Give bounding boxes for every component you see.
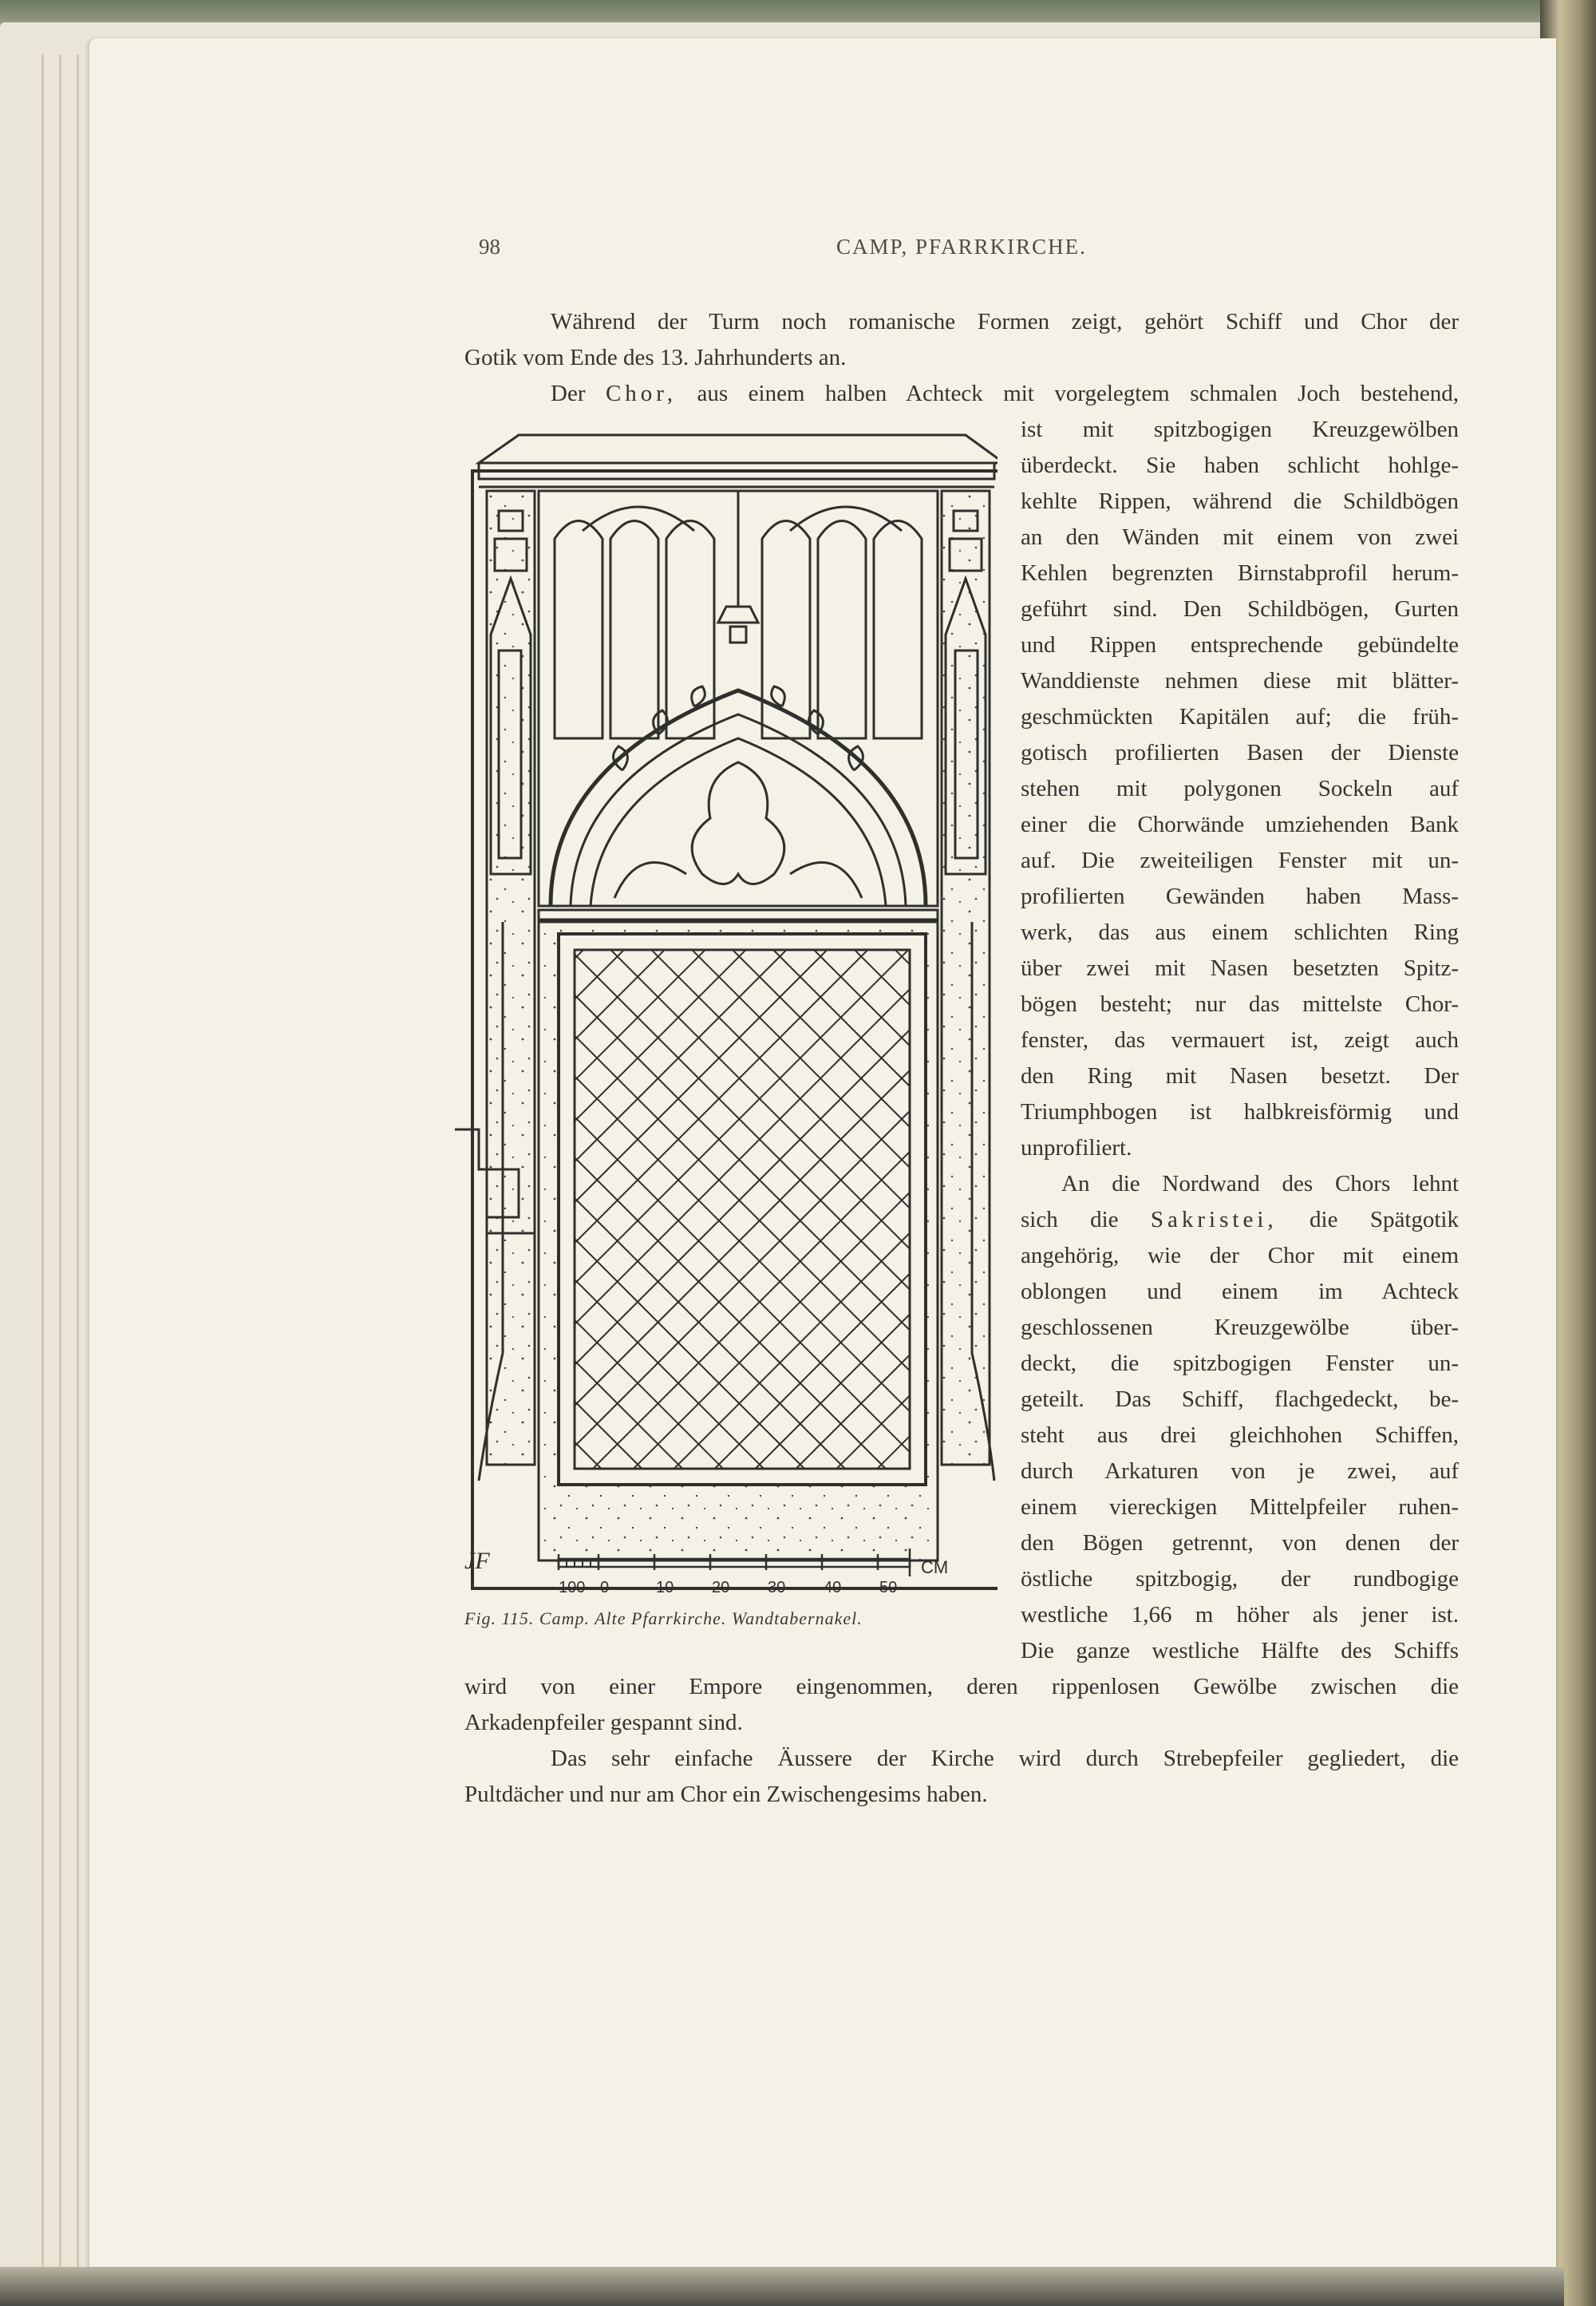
page-edge <box>77 54 79 2273</box>
scale-label: 100 <box>559 1579 586 1596</box>
chor-term: Chor, <box>605 381 678 406</box>
text-line: unprofiliert. <box>1021 1135 1132 1161</box>
text-line: geschlossenen Kreuzgewölbe über- <box>1021 1315 1459 1340</box>
text-line: kehlte Rippen, während die Schildbögen <box>1021 488 1459 514</box>
text-line: angehörig, wie der Chor mit einem <box>1021 1243 1459 1268</box>
text-line: den Ring mit Nasen besetzt. Der <box>1021 1063 1459 1089</box>
text-line: Triumphbogen ist halbkreisförmig und <box>1021 1099 1459 1125</box>
text-line: werk, das aus einem schlichten Ring <box>1021 920 1459 945</box>
text-line: durch Arkaturen von je zwei, auf <box>1021 1458 1459 1484</box>
text-line: Pultdächer und nur am Chor ein Zwischengesims haben. <box>464 1782 988 1807</box>
chor-lead: Der <box>551 381 586 406</box>
text-line <box>551 379 1459 408</box>
text-line: Wanddienste nehmen diese mit blätter- <box>1021 668 1459 694</box>
scale-unit: CM <box>921 1557 949 1577</box>
scale-label: 30 <box>768 1579 786 1596</box>
text-line: wird von einer Empore eingenommen, deren rippenlosen Gewölbe zwischen die <box>464 1674 1459 1699</box>
text-line: geteilt. Das Schiff, flachgedeckt, be- <box>1021 1386 1459 1412</box>
text-line: einem viereckigen Mittelpfeiler ruhen- <box>1021 1494 1459 1520</box>
text-line: an den Wänden mit einem von zwei <box>1021 524 1459 550</box>
text-line: Gotik vom Ende des 13. Jahrhunderts an. <box>464 345 847 370</box>
text-line: oblongen und einem im Achteck <box>1021 1279 1459 1304</box>
scale-label: 0 <box>600 1579 610 1596</box>
scale-label: 50 <box>879 1579 898 1596</box>
text-line: profilierten Gewänden haben Mass- <box>1021 884 1459 909</box>
page-number: 98 <box>479 235 500 259</box>
illustrator-monogram: JF <box>464 1548 490 1574</box>
text-line: An die Nordwand des Chors lehnt <box>1061 1171 1459 1197</box>
text-line: geführt sind. Den Schildbögen, Gurten <box>1021 596 1459 622</box>
text-line: fenster, das vermauert ist, zeigt auch <box>1021 1027 1459 1053</box>
text-line: über zwei mit Nasen besetzten Spitz- <box>1021 955 1459 981</box>
text-line: auf. Die zweiteiligen Fenster mit un- <box>1021 848 1459 873</box>
text-line: überdeckt. Sie haben schlicht hohlge- <box>1021 453 1459 478</box>
text-line: Die ganze westliche Hälfte des Schiffs <box>1021 1638 1459 1663</box>
sakristei-lead: sich die <box>1021 1207 1119 1232</box>
text-line: Arkadenpfeiler gespannt sind. <box>464 1710 743 1735</box>
text-line: bögen besteht; nur das mittelste Chor- <box>1021 991 1459 1017</box>
scale-label: 40 <box>824 1579 842 1596</box>
text-line: ist mit spitzbogigen Kreuzgewölben <box>1021 417 1459 442</box>
text-line: und Rippen entsprechende gebündelte <box>1021 632 1459 658</box>
figure-caption: Fig. 115. Camp. Alte Pfarrkirche. Wandtabernakel. <box>464 1608 863 1628</box>
chor-rest: aus einem halben Achteck mit vorgelegtem schmalen Joch bestehend, <box>697 381 1460 406</box>
text-line: östliche spitzbogig, der rundbogige <box>1021 1566 1459 1592</box>
text-line: Das sehr einfache Äussere der Kirche wird durch Strebepfeiler gegliedert, die <box>551 1746 1459 1771</box>
page-edge <box>59 54 61 2273</box>
text-line: Während der Turm noch romanische Formen zeigt, gehört Schiff und Chor der <box>551 309 1459 334</box>
sakristei-term: Sakristei, <box>1150 1207 1278 1232</box>
scale-label: 20 <box>712 1579 730 1596</box>
page-edge <box>41 54 44 2273</box>
text-line: Kehlen begrenzten Birnstabprofil herum- <box>1021 560 1459 586</box>
text-line: steht aus drei gleichhohen Schiffen, <box>1021 1422 1459 1448</box>
text-line: den Bögen getrennt, von denen der <box>1021 1530 1459 1556</box>
running-title: CAMP, PFARRKIRCHE. <box>836 235 1087 259</box>
text-line: gotisch profilierten Basen der Dienste <box>1021 740 1459 765</box>
text-line: westliche 1,66 m höher als jener ist. <box>1021 1602 1459 1628</box>
text-line: einer die Chorwände umziehenden Bank <box>1021 812 1459 837</box>
scale-label: 10 <box>656 1579 674 1596</box>
text-line: geschmückten Kapitälen auf; die früh- <box>1021 704 1459 730</box>
tabernacle-illustration <box>455 427 998 1608</box>
text-line: stehen mit polygonen Sockeln auf <box>1021 776 1459 801</box>
text-line: deckt, die spitzbogigen Fenster un- <box>1021 1351 1459 1376</box>
text-line <box>1021 1205 1459 1234</box>
sakristei-rest: die Spätgotik <box>1310 1207 1459 1232</box>
page-bottom-shadow <box>0 2267 1564 2306</box>
